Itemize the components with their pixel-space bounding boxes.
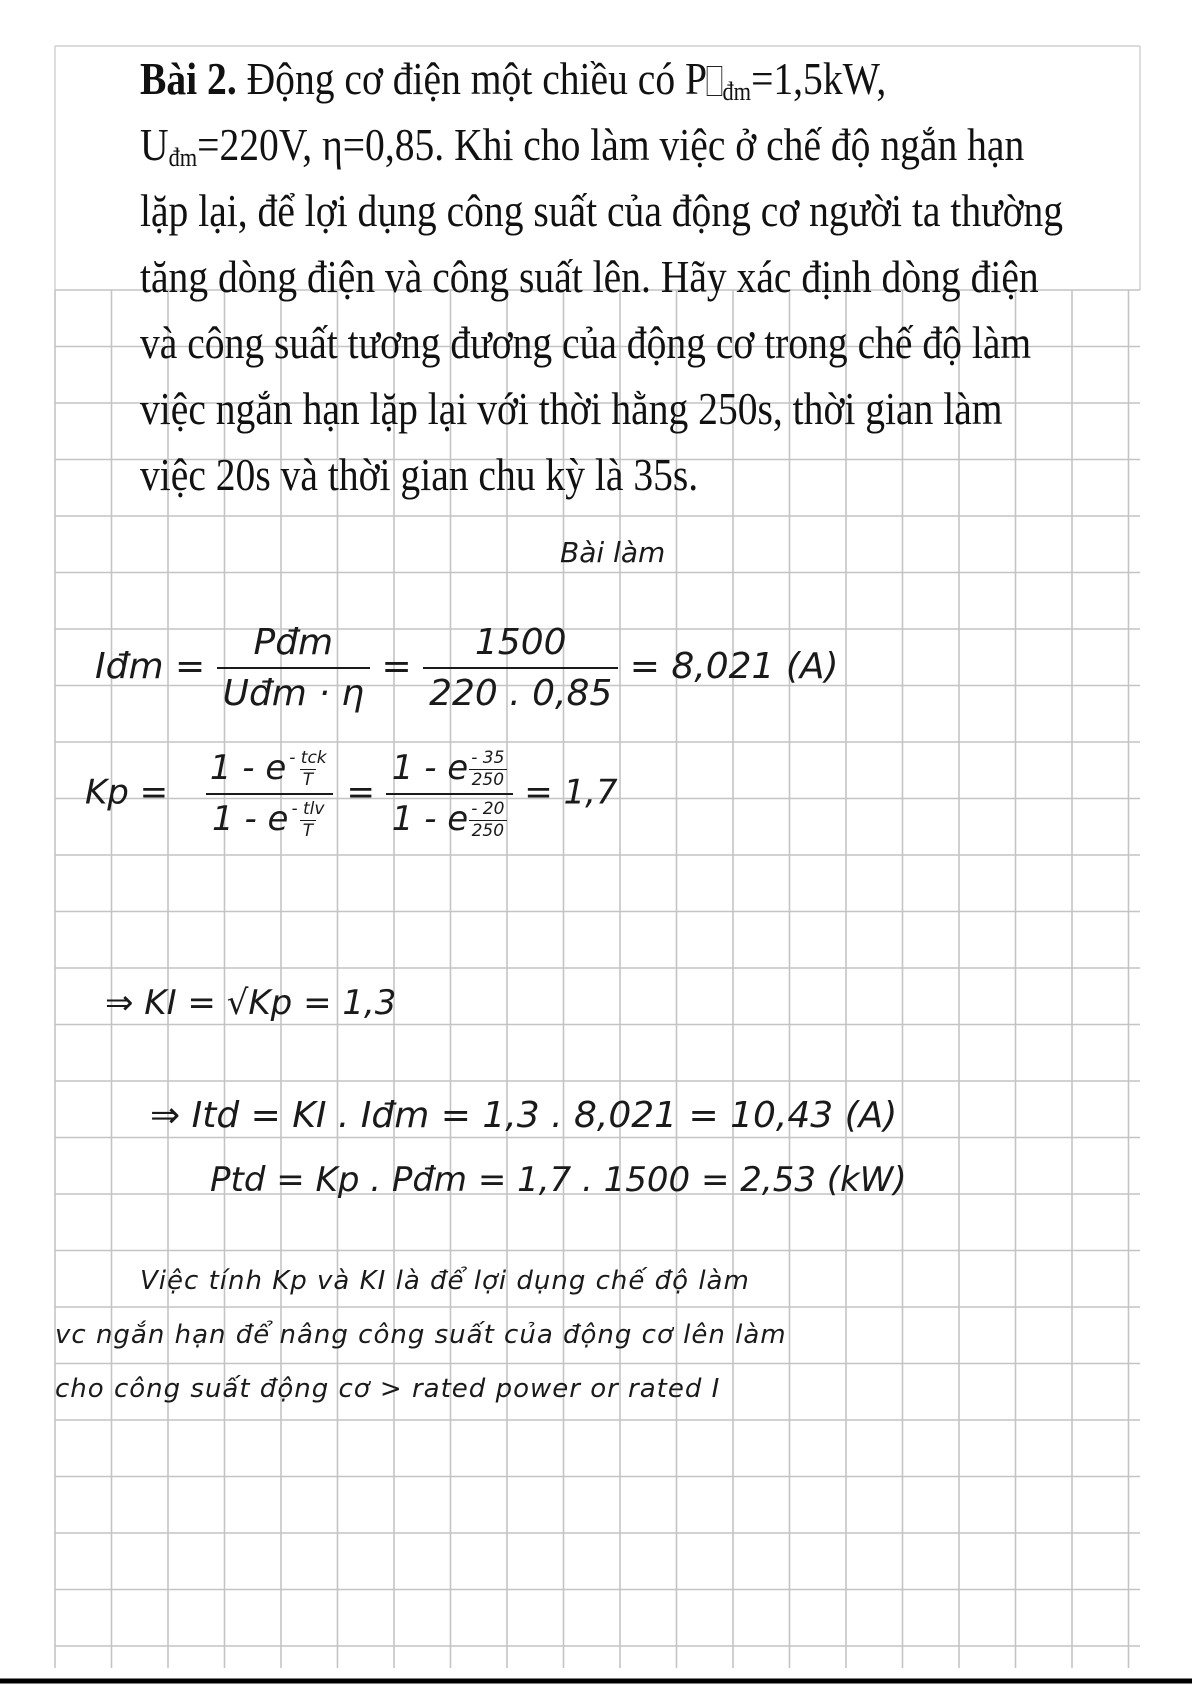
term: 1 - e: [391, 748, 469, 788]
problem-line-6: việc ngắn hạn lặp lại với thời hằng 250s, thời gian làm: [140, 383, 1003, 434]
problem-line-3: lặp lại, để lợi dụng công suất của động cơ người ta thường: [140, 185, 1064, 236]
equation-lhs: Kp =: [85, 772, 169, 813]
problem-text: =1,5kW,: [751, 53, 887, 104]
denominator: [386, 793, 514, 840]
problem-text: =220V, η=0,85. Khi cho làm việc ở chế độ ngắn hạn: [197, 119, 1025, 170]
problem-text: Động cơ điện một chiều có P: [246, 53, 708, 104]
problem-statement: [140, 46, 1064, 508]
subscript-dm: đm: [722, 77, 752, 106]
explanation-line-1: Việc tính Kp và KI là để lợi dụng chế độ làm: [140, 1266, 750, 1296]
problem-line-4: tăng dòng điện và công suất lên. Hãy xác định dòng điện: [140, 251, 1039, 302]
fraction: [204, 748, 336, 840]
exponent-den: 250: [469, 820, 507, 841]
numerator: Pđm: [253, 622, 334, 663]
missing-glyph-box: [707, 66, 722, 96]
denominator: Uđm · η: [217, 667, 370, 714]
fraction: [217, 622, 370, 714]
solution-heading: Bài làm: [560, 536, 666, 569]
numerator: 1500: [474, 622, 567, 663]
fraction: [423, 622, 618, 714]
equation-result: = 8,021 (A): [629, 646, 839, 687]
explanation-line-3: cho công suất động cơ > rated power or rated I: [55, 1374, 721, 1404]
numerator: [386, 748, 514, 793]
equivalent-power-equation: Ptd = Kp . Pđm = 1,7 . 1500 = 2,53 (kW): [210, 1160, 907, 1200]
problem-line-7: việc 20s và thời gian chu kỳ là 35s.: [140, 449, 699, 500]
denominator: 220 . 0,85: [423, 667, 618, 714]
term: 1 - e: [212, 799, 289, 840]
exponent-num: - 20: [471, 799, 505, 820]
exponent: [286, 749, 329, 789]
exponent-den: T: [300, 769, 316, 790]
equals-sign: =: [346, 772, 375, 813]
problem-line-5: và công suất tương đương của động cơ trong chế độ làm: [140, 317, 1032, 368]
term: 1 - e: [391, 799, 469, 840]
equation-lhs: Iđm =: [95, 646, 206, 687]
exponent-den: T: [300, 820, 316, 841]
equivalent-current-equation: ⇒ Itd = KI . Iđm = 1,3 . 8,021 = 10,43 (A): [150, 1095, 898, 1136]
problem-line-1: [140, 46, 931, 112]
fraction: [386, 748, 514, 840]
rated-current-equation: [95, 622, 839, 714]
kp-equation: [85, 748, 618, 840]
exponent-den: 250: [469, 769, 507, 790]
exponent-num: - tck: [289, 747, 327, 768]
exponent: [288, 800, 327, 840]
problem-title: Bài 2.: [140, 53, 237, 104]
equals-sign: =: [381, 646, 412, 687]
problem-line-2: [140, 112, 1025, 178]
explanation-line-2: vc ngắn hạn để nâng công suất của động cơ lên làm: [55, 1320, 787, 1350]
exponent-num: - tlv: [291, 799, 325, 820]
exponent: [468, 749, 507, 789]
exponent: [468, 800, 507, 840]
term: 1 - e: [209, 748, 287, 788]
numerator: [204, 748, 336, 793]
exponent-num: - 35: [471, 747, 505, 768]
denominator: [206, 793, 333, 840]
equation-result: = 1,7: [524, 772, 618, 813]
problem-text: U: [140, 119, 169, 170]
subscript-dm: đm: [168, 143, 198, 172]
ki-equation: ⇒ KI = √Kp = 1,3: [105, 983, 397, 1023]
